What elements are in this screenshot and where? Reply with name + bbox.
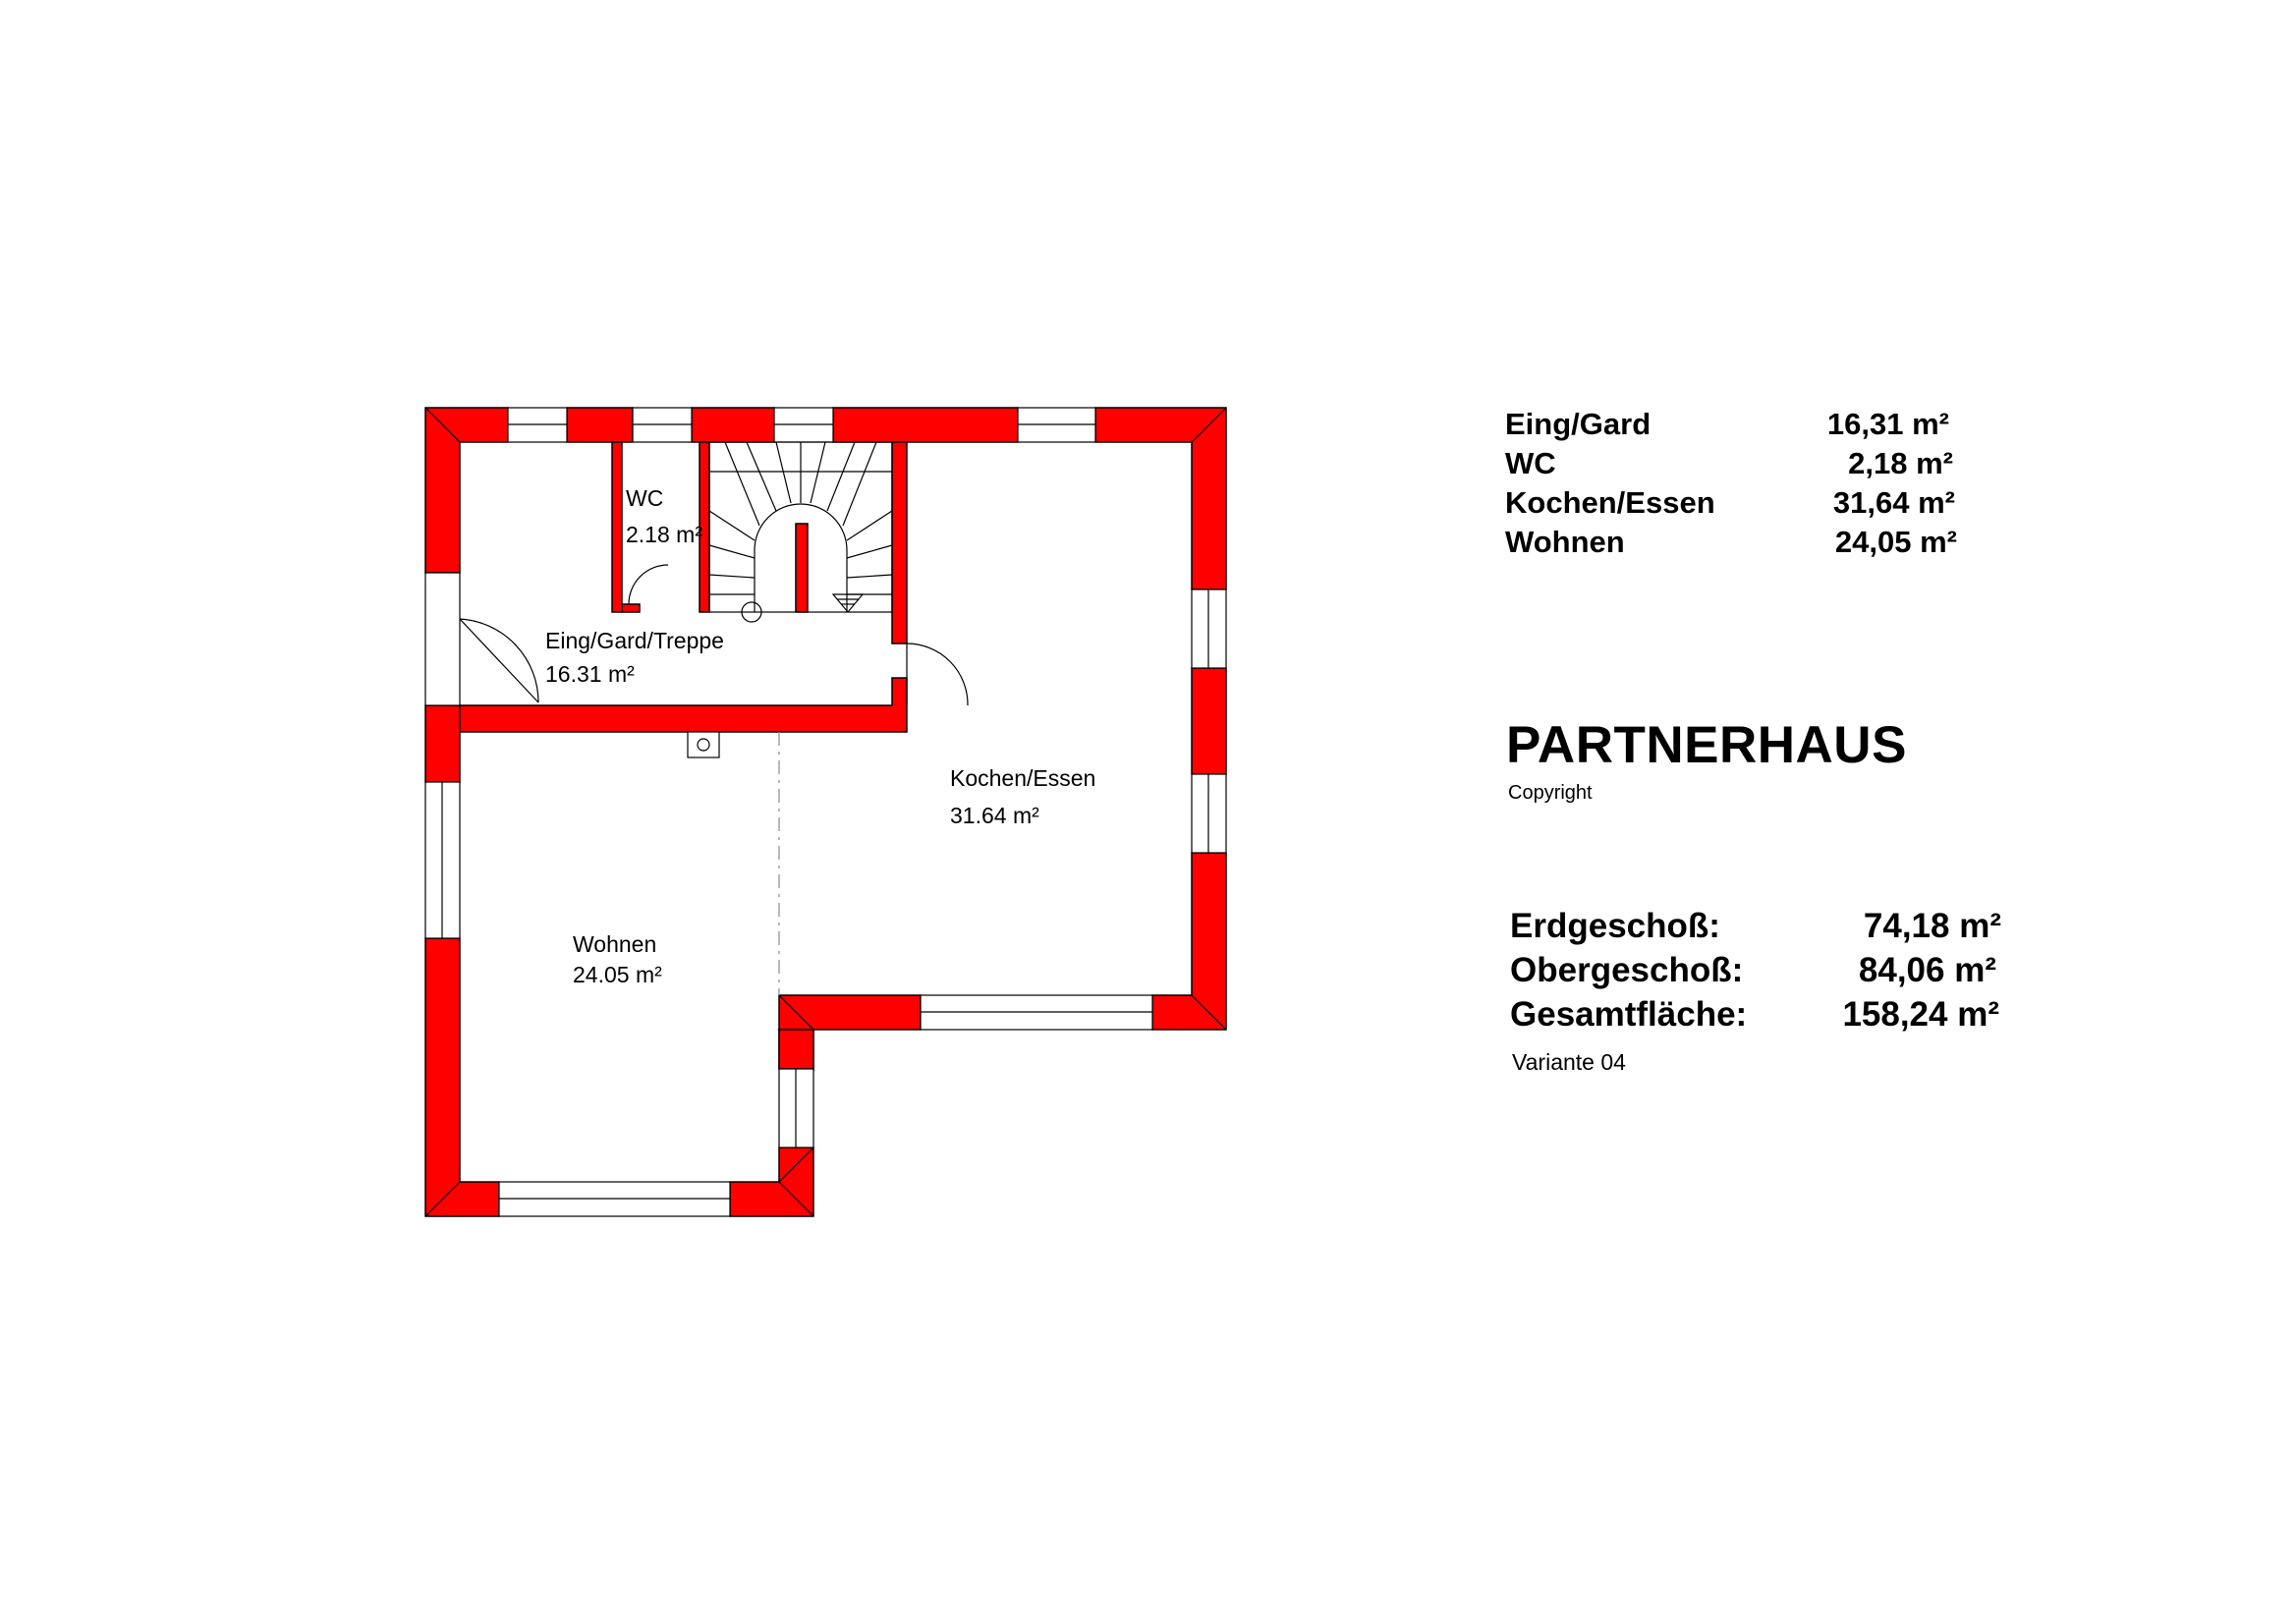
summary-row [1505, 405, 1957, 444]
room-area-summary [1505, 405, 1957, 562]
summary-value: 2,18 m² [1848, 446, 1953, 480]
totals-value: 158,24 m² [1842, 995, 1999, 1034]
summary-row [1505, 523, 1957, 562]
copyright-note: Copyright [1508, 782, 1593, 804]
variant-label: Variante 04 [1512, 1049, 1626, 1075]
room-area-eing: 16.31 m² [545, 661, 635, 687]
totals-value: 84,06 m² [1858, 951, 1996, 989]
summary-value: 24,05 m² [1834, 525, 1957, 559]
summary-row [1505, 444, 1957, 483]
summary-name: Wohnen [1505, 525, 1625, 559]
summary-value: 16,31 m² [1826, 407, 1949, 441]
room-name-eing: Eing/Gard/Treppe [545, 628, 724, 653]
room-name-wc: WC [626, 485, 664, 511]
totals-row [1510, 904, 2001, 948]
summary-name: WC [1505, 446, 1556, 480]
brand-title: PARTNERHAUS [1506, 716, 1907, 774]
totals-name: Obergeschoß: [1510, 951, 1744, 989]
room-area-wc: 2.18 m² [626, 522, 702, 547]
summary-name: Kochen/Essen [1505, 485, 1715, 520]
totals-row [1510, 948, 2001, 992]
room-area-wohnen: 24.05 m² [573, 962, 662, 987]
room-name-wohnen: Wohnen [573, 931, 657, 957]
summary-name: Eing/Gard [1505, 407, 1652, 441]
interior-walls [460, 442, 907, 732]
chimney [688, 732, 719, 757]
windows [425, 408, 1226, 1216]
summary-value: 31,64 m² [1832, 485, 1955, 520]
floor-totals [1510, 904, 2001, 1036]
room-name-kochen: Kochen/Essen [950, 765, 1096, 791]
totals-name: Erdgeschoß: [1510, 907, 1720, 945]
exterior-walls [425, 408, 1226, 1216]
room-area-kochen: 31.64 m² [950, 803, 1039, 828]
totals-row [1510, 992, 2001, 1036]
room-labels [545, 485, 1095, 987]
totals-value: 74,18 m² [1863, 907, 2001, 945]
summary-row [1505, 483, 1957, 523]
totals-name: Gesamtfläche: [1510, 995, 1748, 1034]
